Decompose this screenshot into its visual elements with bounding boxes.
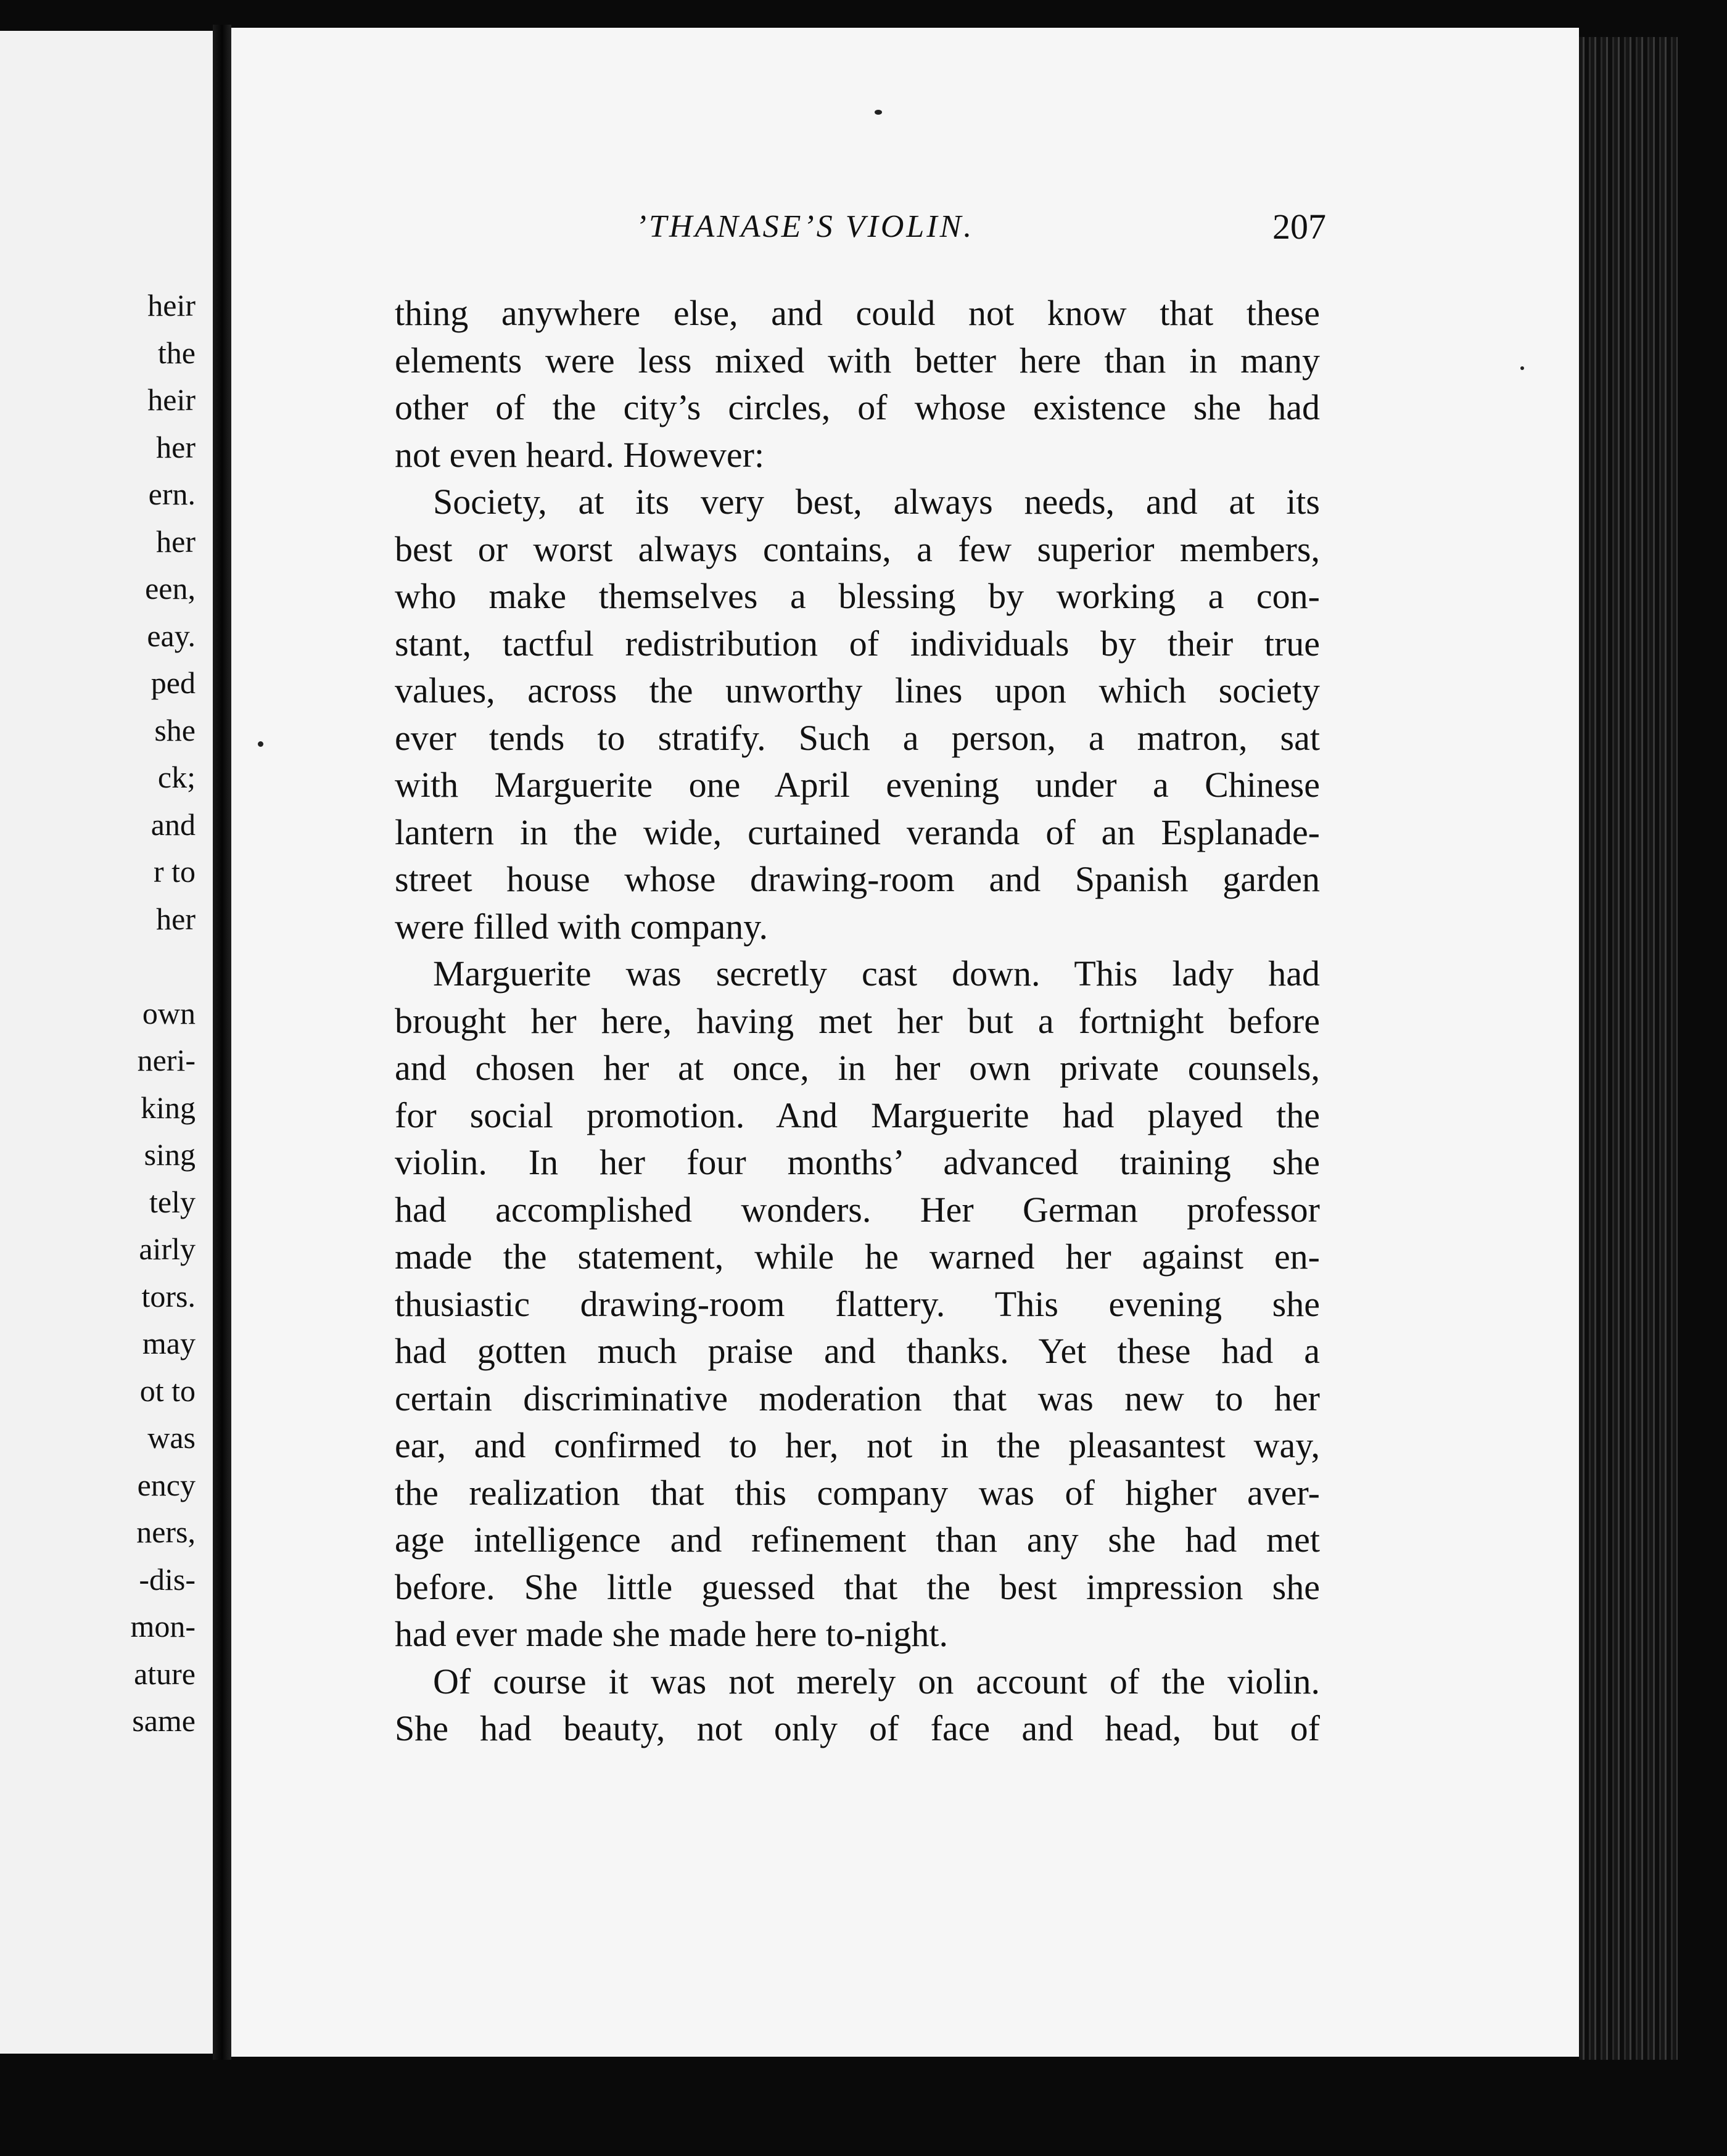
text-line: before. She little guessed that the best impression she <box>395 1566 1320 1607</box>
left-page-line: own <box>142 995 196 1031</box>
book-gutter <box>213 25 231 2060</box>
text-line: for social promotion. And Marguerite had played the <box>395 1095 1320 1135</box>
page-edges <box>1579 37 1678 2060</box>
left-page-line: ency <box>137 1467 196 1502</box>
left-page-line: and <box>150 807 196 842</box>
left-page-line: eay. <box>147 618 196 653</box>
left-page-line: neri- <box>137 1043 196 1077</box>
text-line: violin. In her four months’ advanced training she <box>395 1142 1320 1182</box>
text-line: best or worst always contains, a few superior members, <box>395 529 1320 569</box>
text-line: made the statement, while he warned her against en- <box>395 1236 1320 1277</box>
text-line: thusiastic drawing-room flattery. This evening she <box>395 1283 1320 1324</box>
left-page-line: heir <box>147 382 196 417</box>
speck <box>875 110 882 115</box>
text-line: thing anywhere else, and could not know that these <box>395 293 1320 333</box>
text-line: ever tends to stratify. Such a person, a matron, sat <box>395 717 1320 758</box>
text-line: Marguerite was secretly cast down. This lady had <box>433 953 1320 994</box>
left-page-line: mon- <box>130 1609 196 1644</box>
text-line: other of the city’s circles, of whose existence she had <box>395 387 1320 427</box>
left-page-line: ot to <box>139 1373 196 1408</box>
text-line: age intelligence and refinement than any she had met <box>395 1520 1320 1560</box>
left-page-line: tors. <box>141 1278 196 1314</box>
text-line: with Marguerite one April evening under a Chinese <box>395 765 1320 805</box>
left-page-line: heir <box>147 288 196 323</box>
body-text <box>395 290 1320 1753</box>
left-page-line: her <box>156 429 196 464</box>
text-line: She had beauty, not only of face and head, but of <box>395 1708 1320 1748</box>
text-line: who make themselves a blessing by working a con- <box>395 576 1320 616</box>
text-line: had ever made she made here to-night. <box>395 1614 949 1654</box>
left-page-line: the <box>157 335 196 370</box>
text-line: and chosen her at once, in her own private counsels, <box>395 1048 1320 1088</box>
text-line: Of course it was not merely on account of the violin. <box>433 1661 1320 1701</box>
left-page-line: king <box>141 1090 196 1125</box>
text-line: elements were less mixed with better here than in many <box>395 340 1320 381</box>
left-page-line: ern. <box>148 477 196 511</box>
left-page-line: r to <box>153 854 196 889</box>
running-head <box>395 208 1326 252</box>
left-page-line: een, <box>145 571 196 606</box>
left-page-line: her <box>156 901 196 936</box>
left-page-line: ature <box>134 1656 196 1691</box>
running-title: ’THANASE’S VIOLIN. <box>635 209 975 244</box>
left-page-line: airly <box>139 1232 196 1266</box>
speck <box>1520 366 1524 370</box>
text-line: were filled with company. <box>395 906 769 947</box>
left-page-line: sing <box>144 1137 196 1172</box>
text-line: lantern in the wide, curtained veranda of an Esplanade- <box>395 812 1320 852</box>
text-line: had gotten much praise and thanks. Yet these had a <box>395 1331 1320 1371</box>
text-line: not even heard. However: <box>395 434 765 475</box>
text-line: the realization that this company was of higher aver- <box>395 1472 1320 1513</box>
left-page-line: was <box>147 1420 196 1455</box>
text-line: brought her here, having met her but a fortnight before <box>395 1000 1320 1041</box>
left-page-line: ped <box>150 665 196 700</box>
left-page-line: may <box>142 1326 196 1360</box>
left-facing-page <box>0 31 213 2054</box>
left-page-line: she <box>154 712 196 747</box>
left-page-line: tely <box>149 1184 196 1219</box>
left-page-line: her <box>156 524 196 559</box>
left-page-line: ck; <box>157 760 196 794</box>
text-line: Society, at its very best, always needs, and at its <box>433 482 1320 522</box>
text-line: street house whose drawing-room and Spanish garden <box>395 859 1320 899</box>
speck <box>258 741 263 747</box>
text-line: stant, tactful redistribution of individuals by their true <box>395 623 1320 664</box>
text-line: ear, and confirmed to her, not in the pleasantest way, <box>395 1425 1320 1465</box>
text-line: certain discriminative moderation that was new to her <box>395 1378 1320 1418</box>
text-line: values, across the unworthy lines upon which society <box>395 670 1320 710</box>
page-number: 207 <box>1272 207 1326 247</box>
text-line: had accomplished wonders. Her German professor <box>395 1189 1320 1230</box>
left-page-line: ners, <box>136 1515 196 1549</box>
left-page-line: same <box>132 1703 196 1738</box>
left-page-line: -dis- <box>139 1561 196 1597</box>
